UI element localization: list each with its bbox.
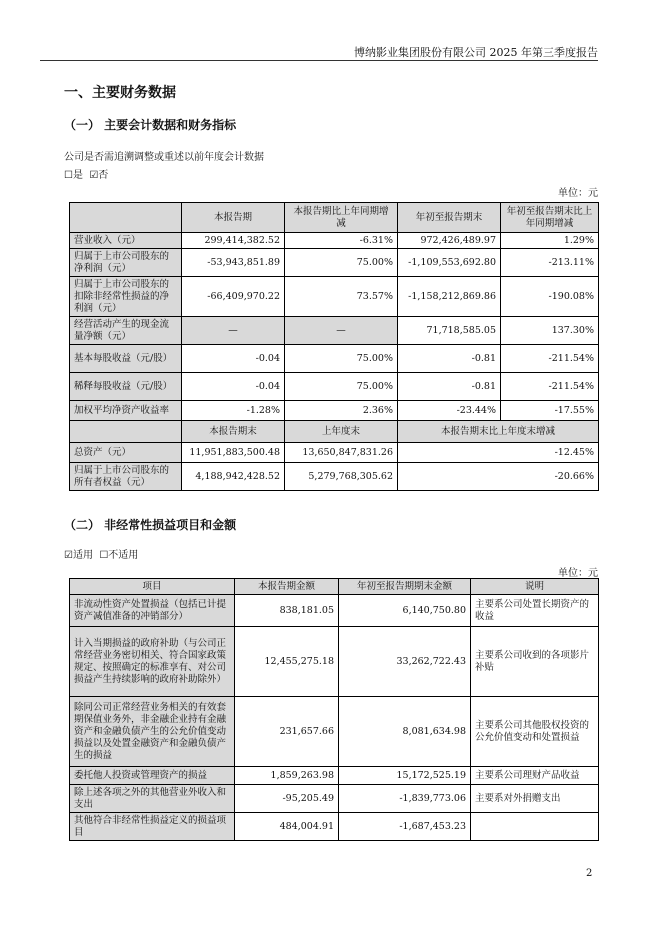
value-cell: -1,158,212,869.86 — [398, 277, 501, 317]
value-cell: — — [285, 317, 398, 345]
value-cell: -66,409,970.22 — [182, 277, 285, 317]
header-cell-empty — [70, 203, 182, 233]
value-cell: 838,181.05 — [235, 595, 339, 627]
value-cell: -1,839,773.06 — [339, 785, 471, 813]
value-cell: -213.11% — [501, 249, 599, 277]
checkbox-checked-icon: ☑ — [64, 550, 73, 561]
page-number: 2 — [586, 868, 593, 879]
header-cell: 本报告期末比上年度末增减 — [398, 421, 599, 443]
checkbox-unchecked-icon: ☐ — [64, 170, 73, 181]
table-row — [70, 345, 599, 373]
non-recurring-table — [69, 578, 599, 841]
header-cell: 年初至报告期末 — [398, 203, 501, 233]
value-cell: 299,414,382.52 — [182, 233, 285, 249]
value-cell: 484,004.91 — [235, 813, 339, 841]
unit-label-1: 单位：元 — [558, 188, 598, 199]
row-label: 归属于上市公司股东的净利润（元） — [70, 249, 182, 277]
row-label: 营业收入（元） — [70, 233, 182, 249]
subsection-title-2: （二） 非经常性损益项目和金额 — [64, 518, 237, 532]
row-label: 经营活动产生的现金流量净额（元） — [70, 317, 182, 345]
checkbox-unchecked-icon: ☐ — [99, 550, 109, 561]
row-label: 总资产（元） — [70, 443, 182, 463]
value-cell: 73.57% — [285, 277, 398, 317]
header-cell-empty — [70, 421, 182, 443]
table-row — [70, 463, 599, 491]
table-row — [70, 249, 599, 277]
note-cell: 主要系对外捐赠支出 — [471, 785, 599, 813]
value-cell: -0.81 — [398, 345, 501, 373]
value-cell: -1.28% — [182, 401, 285, 421]
header-cell: 本报告期金额 — [235, 579, 339, 595]
applicability-options — [64, 546, 138, 561]
value-cell: 1,859,263.98 — [235, 767, 339, 785]
retro-question: 公司是否需追溯调整或重述以前年度会计数据 — [64, 152, 264, 163]
row-label: 归属于上市公司股东的所有者权益（元） — [70, 463, 182, 491]
value-cell: 137.30% — [501, 317, 599, 345]
note-cell: 主要系公司理财产品收益 — [471, 767, 599, 785]
option-no-label: 否 — [98, 170, 109, 181]
value-cell: 972,426,489.97 — [398, 233, 501, 249]
header-cell: 本报告期 — [182, 203, 285, 233]
value-cell: -0.04 — [182, 373, 285, 401]
value-cell: 12,455,275.18 — [235, 627, 339, 697]
value-cell: 231,657.66 — [235, 697, 339, 767]
option-not-applicable-label: 不适用 — [108, 550, 139, 561]
value-cell: 1.29% — [501, 233, 599, 249]
header-cell: 本报告期比上年同期增减 — [285, 203, 398, 233]
value-cell: -0.81 — [398, 373, 501, 401]
value-cell: 6,140,750.80 — [339, 595, 471, 627]
row-label: 归属于上市公司股东的扣除非经常性损益的净利润（元） — [70, 277, 182, 317]
value-cell: 75.00% — [285, 373, 398, 401]
table-row — [70, 627, 599, 697]
value-cell: -95,205.49 — [235, 785, 339, 813]
value-cell: -53,943,851.89 — [182, 249, 285, 277]
header-cell: 年初至报告期期末金额 — [339, 579, 471, 595]
section-title: 一、主要财务数据 — [64, 85, 176, 101]
row-label: 其他符合非经常性损益定义的损益项目 — [70, 813, 235, 841]
page-header: 博纳影业集团股份有限公司 2025 年第三季度报告 — [354, 46, 598, 59]
value-cell: 33,262,722.43 — [339, 627, 471, 697]
value-cell: — — [182, 317, 285, 345]
value-cell: 5,279,768,305.62 — [285, 463, 398, 491]
value-cell: -23.44% — [398, 401, 501, 421]
value-cell: -1,109,553,692.80 — [398, 249, 501, 277]
value-cell: 4,188,942,428.52 — [182, 463, 285, 491]
value-cell: 11,951,883,500.48 — [182, 443, 285, 463]
value-cell: 75.00% — [285, 249, 398, 277]
table-row — [70, 317, 599, 345]
value-cell: -211.54% — [501, 373, 599, 401]
note-cell — [471, 813, 599, 841]
table-row — [70, 595, 599, 627]
table-row — [70, 785, 599, 813]
value-cell: -6.31% — [285, 233, 398, 249]
header-rule — [40, 60, 598, 61]
note-cell: 主要系公司收到的各项影片补贴 — [471, 627, 599, 697]
retro-options — [64, 166, 108, 181]
value-cell: -12.45% — [398, 443, 599, 463]
value-cell: 71,718,585.05 — [398, 317, 501, 345]
option-applicable-label: 适用 — [72, 550, 93, 561]
header-cell: 说明 — [471, 579, 599, 595]
value-cell: 13,650,847,831.26 — [285, 443, 398, 463]
table-row — [70, 443, 599, 463]
value-cell: -1,687,453.23 — [339, 813, 471, 841]
value-cell: -17.55% — [501, 401, 599, 421]
value-cell: 8,081,634.98 — [339, 697, 471, 767]
unit-label-2: 单位：元 — [558, 568, 598, 579]
row-label: 委托他人投资或管理资产的损益 — [70, 767, 235, 785]
value-cell: -211.54% — [501, 345, 599, 373]
row-label: 除同公司正常经营业务相关的有效套期保值业务外，非金融企业持有金融资产和金融负债产生的公允价值变动损益以及处置金融资产和金融负债产生的损益 — [70, 697, 235, 767]
checkbox-checked-icon: ☑ — [89, 170, 99, 181]
note-cell: 主要系公司处置长期资产的收益 — [471, 595, 599, 627]
table-header-row — [70, 203, 599, 233]
table-header-row-2 — [70, 421, 599, 443]
header-cell: 年初至报告期末比上年同期增减 — [501, 203, 599, 233]
row-label: 非流动性资产处置损益（包括已计提资产减值准备的冲销部分） — [70, 595, 235, 627]
value-cell: 15,172,525.19 — [339, 767, 471, 785]
financial-data-table — [69, 202, 599, 491]
row-label: 加权平均净资产收益率 — [70, 401, 182, 421]
header-cell: 本报告期末 — [182, 421, 285, 443]
header-cell: 上年度末 — [285, 421, 398, 443]
table-header-row — [70, 579, 599, 595]
table-row — [70, 767, 599, 785]
subsection-title-1: （一） 主要会计数据和财务指标 — [64, 118, 237, 132]
option-yes-label: 是 — [72, 170, 83, 181]
row-label: 稀释每股收益（元/股） — [70, 373, 182, 401]
value-cell: -0.04 — [182, 345, 285, 373]
note-cell: 主要系公司其他股权投资的公允价值变动和处置损益 — [471, 697, 599, 767]
table-row — [70, 277, 599, 317]
value-cell: 2.36% — [285, 401, 398, 421]
value-cell: 75.00% — [285, 345, 398, 373]
table-row — [70, 697, 599, 767]
row-label: 计入当期损益的政府补助（与公司正常经营业务密切相关、符合国家政策规定、按照确定的标准享有、对公司损益产生持续影响的政府补助除外） — [70, 627, 235, 697]
table-row — [70, 233, 599, 249]
value-cell: -20.66% — [398, 463, 599, 491]
table-row — [70, 401, 599, 421]
header-cell: 项目 — [70, 579, 235, 595]
row-label: 基本每股收益（元/股） — [70, 345, 182, 373]
row-label: 除上述各项之外的其他营业外收入和支出 — [70, 785, 235, 813]
value-cell: -190.08% — [501, 277, 599, 317]
table-row — [70, 373, 599, 401]
table-row — [70, 813, 599, 841]
